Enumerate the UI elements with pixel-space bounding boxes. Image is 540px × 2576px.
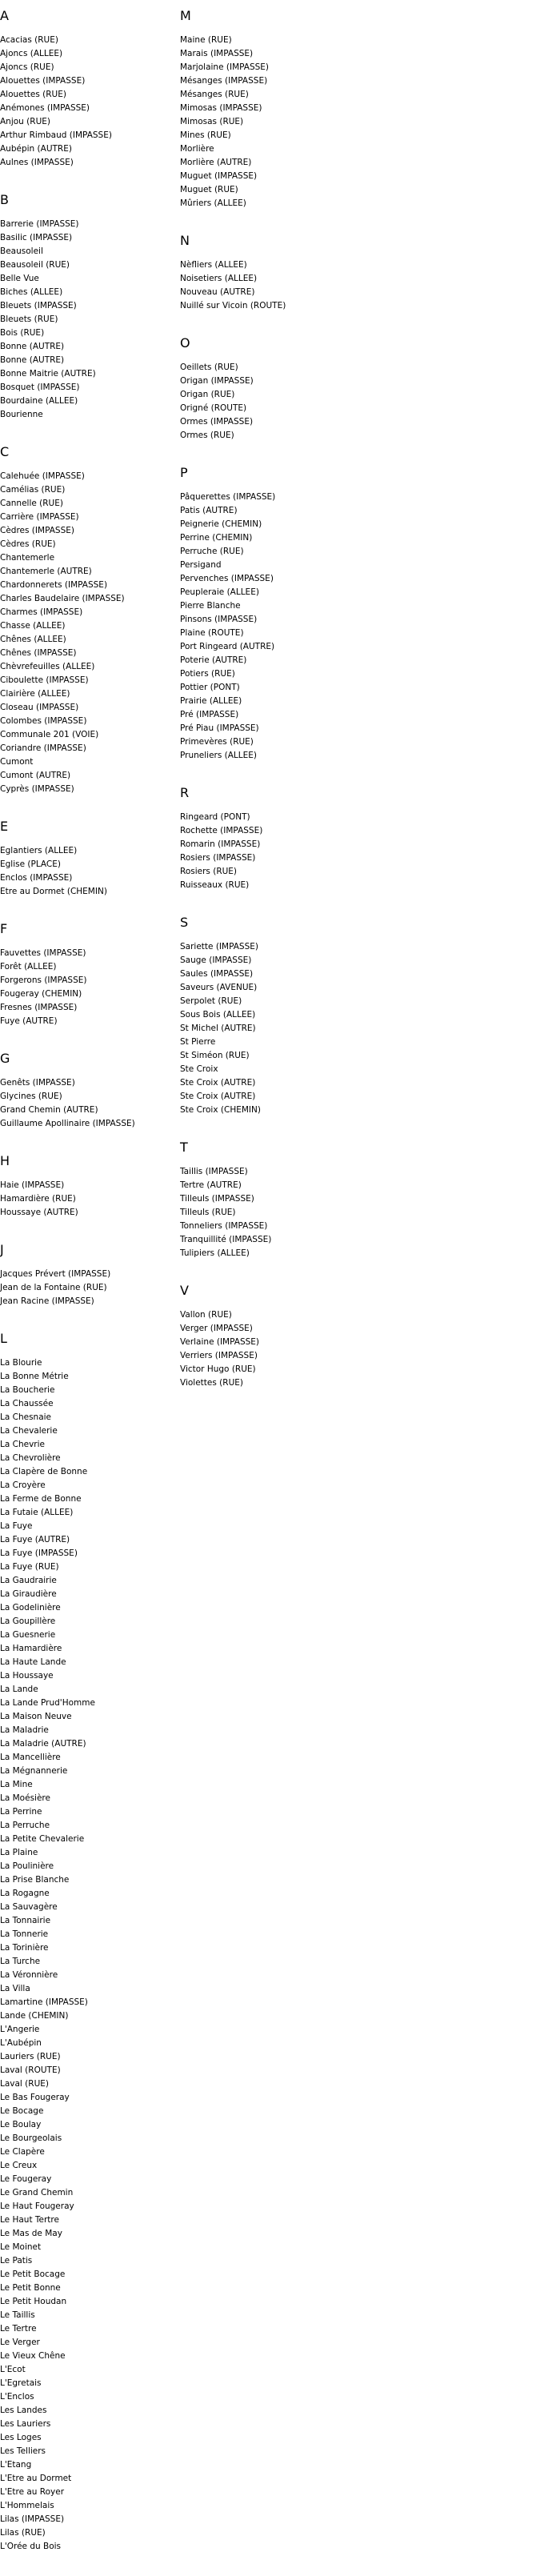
letter-section	[0, 1153, 172, 1220]
street-entry: Eglise (PLACE)	[0, 859, 61, 869]
street-entry: Poterie (AUTRE)	[180, 655, 247, 665]
street-entry: Hamardière (RUE)	[0, 1194, 76, 1204]
street-entry: Ste Croix (AUTRE)	[180, 1078, 256, 1088]
street-entry: Cannelle (RUE)	[0, 499, 63, 508]
street-entry: Le Grand Chemin	[0, 2188, 74, 2197]
letter-heading: M	[180, 8, 191, 23]
street-entry: Violettes (RUE)	[180, 1378, 243, 1388]
street-entry: Verriers (IMPASSE)	[180, 1351, 258, 1360]
street-entry: Le Boulay	[0, 2120, 42, 2129]
street-entry: Le Verger	[0, 2338, 40, 2347]
street-entry: La Fuye (AUTRE)	[0, 1535, 70, 1544]
right-column	[180, 8, 352, 1412]
street-entry: Bonne Maitrie (AUTRE)	[0, 369, 96, 379]
street-entry: Lilas (RUE)	[0, 2528, 46, 2538]
street-entry: La Croyère	[0, 1480, 46, 1490]
street-entry: Origan (IMPASSE)	[180, 376, 254, 386]
street-entry: Fuye (AUTRE)	[0, 1016, 58, 1026]
street-entry: Romarin (IMPASSE)	[180, 839, 261, 849]
street-entry: Cumont (AUTRE)	[0, 771, 71, 780]
street-entry: Les Landes	[0, 2406, 47, 2415]
street-entry: Le Haut Fougeray	[0, 2201, 74, 2211]
street-entry: La Chevalerie	[0, 1426, 58, 1436]
street-entry: Lauriers (RUE)	[0, 2052, 61, 2061]
letter-heading: P	[180, 465, 188, 480]
letter-heading: S	[180, 915, 189, 930]
street-entry: Laval (RUE)	[0, 2079, 49, 2089]
street-entry: Bourienne	[0, 410, 43, 419]
street-entry: Le Mas de May	[0, 2229, 62, 2238]
street-entry: Glycines (RUE)	[0, 1092, 62, 1101]
street-entry: La Giraudière	[0, 1589, 57, 1599]
street-entry: Muguet (RUE)	[180, 185, 238, 194]
street-entry: Chantemerle (AUTRE)	[0, 567, 92, 576]
street-entry: Sous Bois (ALLEE)	[180, 1010, 256, 1020]
street-entry: Nèfliers (ALLEE)	[180, 260, 247, 270]
street-entry: La Chevrie	[0, 1440, 45, 1449]
street-entry: Verger (IMPASSE)	[180, 1324, 253, 1333]
letter-heading: L	[0, 1331, 7, 1346]
letter-section	[180, 335, 352, 443]
street-entry: Genêts (IMPASSE)	[0, 1078, 75, 1088]
street-entry: Potiers (RUE)	[180, 669, 235, 679]
street-entry: Pinsons (IMPASSE)	[180, 615, 258, 624]
street-entry: Saules (IMPASSE)	[180, 969, 254, 979]
street-entry: La Maladrie (AUTRE)	[0, 1739, 86, 1749]
street-entry: Cèdres (IMPASSE)	[0, 526, 74, 535]
letter-section	[180, 8, 352, 210]
street-entry: Bleuets (IMPASSE)	[0, 301, 77, 310]
street-entry: Pâquerettes (IMPASSE)	[180, 492, 276, 502]
street-list	[0, 218, 172, 422]
street-entry: Forgerons (IMPASSE)	[0, 976, 87, 985]
street-entry: Barrerie (IMPASSE)	[0, 219, 79, 229]
street-entry: La Clapère de Bonne	[0, 1467, 88, 1476]
street-entry: Bonne (AUTRE)	[0, 355, 65, 365]
street-entry: La Goupillère	[0, 1617, 56, 1626]
street-entry: Pré Piau (IMPASSE)	[180, 723, 259, 733]
street-entry: Rosiers (RUE)	[180, 867, 238, 876]
street-entry: Basilic (IMPASSE)	[0, 233, 73, 242]
left-column	[0, 8, 172, 2576]
street-entry: L'Etre au Dormet	[0, 2474, 72, 2483]
street-entry: Aubépin (AUTRE)	[0, 144, 72, 154]
street-entry: Ajoncs (RUE)	[0, 62, 54, 72]
letter-heading: T	[180, 1140, 188, 1155]
street-list	[180, 811, 352, 892]
street-entry: Muguet (IMPASSE)	[180, 171, 258, 181]
letter-heading: G	[0, 1051, 10, 1066]
street-entry: Chênes (ALLEE)	[0, 635, 66, 644]
street-entry: La Moésière	[0, 1793, 50, 1803]
street-entry: Peupleraie (ALLEE)	[180, 587, 259, 597]
street-entry: Acacias (RUE)	[0, 35, 58, 45]
street-entry: La Tonnairie	[0, 1916, 51, 1925]
letter-section	[0, 8, 172, 170]
street-entry: Perrine (CHEMIN)	[180, 533, 253, 543]
street-entry: Mûriers (ALLEE)	[180, 198, 246, 208]
street-entry: Tranquillité (IMPASSE)	[180, 1235, 272, 1244]
street-entry: St Siméon (RUE)	[180, 1051, 250, 1060]
letter-heading: O	[180, 335, 190, 351]
street-list	[180, 1308, 352, 1390]
street-entry: Coriandre (IMPASSE)	[0, 743, 86, 753]
street-entry: Le Bas Fougeray	[0, 2093, 70, 2102]
street-entry: Le Taillis	[0, 2310, 35, 2320]
street-entry: Le Moinet	[0, 2242, 42, 2252]
letter-heading: N	[180, 233, 190, 248]
street-entry: Pruneliers (ALLEE)	[180, 751, 257, 760]
letter-heading: F	[0, 921, 8, 936]
street-entry: La Poulinière	[0, 1861, 54, 1871]
street-entry: Anjou (RUE)	[0, 117, 50, 126]
street-entry: Jean de la Fontaine (RUE)	[0, 1283, 107, 1292]
street-entry: Pervenches (IMPASSE)	[180, 574, 274, 583]
street-entry: Beausoleil	[0, 246, 43, 256]
street-list	[0, 470, 172, 796]
street-entry: La Tonnerie	[0, 1929, 49, 1939]
street-entry: Le Petit Bonne	[0, 2283, 61, 2293]
street-entry: Tertre (AUTRE)	[180, 1180, 242, 1190]
street-entry: Rochette (IMPASSE)	[180, 826, 263, 835]
street-entry: L'Orée du Bois	[0, 2542, 62, 2551]
street-entry: Jacques Prévert (IMPASSE)	[0, 1269, 111, 1279]
street-entry: Tilleuls (RUE)	[180, 1208, 236, 1217]
street-entry: Origan (RUE)	[180, 390, 235, 399]
street-entry: Fauvettes (IMPASSE)	[0, 948, 86, 958]
street-entry: La Maison Neuve	[0, 1712, 72, 1721]
street-entry: Tilleuls (IMPASSE)	[180, 1194, 254, 1204]
street-entry: Oeillets (RUE)	[180, 363, 238, 372]
street-list	[180, 1165, 352, 1260]
street-entry: Le Patis	[0, 2256, 33, 2266]
street-entry: Closeau (IMPASSE)	[0, 703, 79, 712]
street-entry: Grand Chemin (AUTRE)	[0, 1105, 98, 1115]
street-entry: Ste Croix	[180, 1064, 218, 1074]
street-entry: Perruche (RUE)	[180, 547, 244, 556]
street-entry: Lande (CHEMIN)	[0, 2011, 69, 2021]
street-entry: Saveurs (AVENUE)	[180, 983, 258, 992]
street-entry: Ste Croix (AUTRE)	[180, 1092, 256, 1101]
street-entry: La Futaie (ALLEE)	[0, 1508, 74, 1517]
letter-heading: R	[180, 785, 190, 800]
street-entry: Ruisseaux (RUE)	[180, 880, 250, 890]
street-list	[180, 940, 352, 1117]
street-entry: Ormes (RUE)	[180, 431, 234, 440]
street-entry: Bois (RUE)	[0, 328, 45, 338]
letter-section	[180, 1283, 352, 1390]
street-entry: La Mine	[0, 1780, 33, 1789]
street-entry: Bleuets (RUE)	[0, 314, 58, 324]
street-entry: Beausoleil (RUE)	[0, 260, 70, 270]
letter-heading: E	[0, 819, 9, 834]
street-entry: La Gaudrairie	[0, 1576, 57, 1585]
street-entry: Patis (AUTRE)	[180, 506, 238, 515]
street-entry: Ormes (IMPASSE)	[180, 417, 254, 427]
street-entry: La Plaine	[0, 1848, 38, 1857]
street-entry: L'Etre au Royer	[0, 2487, 65, 2497]
street-entry: St Pierre	[180, 1037, 216, 1047]
street-entry: Prairie (ALLEE)	[180, 696, 242, 706]
letter-heading: H	[0, 1153, 10, 1168]
letter-section	[0, 1051, 172, 1131]
street-entry: Ringeard (PONT)	[180, 812, 250, 822]
street-entry: L'Egretais	[0, 2378, 42, 2388]
street-list	[0, 1268, 172, 1308]
street-entry: Marais (IMPASSE)	[180, 49, 254, 58]
street-entry: Serpolet (RUE)	[180, 996, 242, 1006]
street-entry: La Guesnerie	[0, 1630, 56, 1640]
street-entry: Carrière (IMPASSE)	[0, 512, 79, 522]
street-entry: L'Etang	[0, 2460, 32, 2470]
street-entry: Belle Vue	[0, 274, 39, 283]
street-entry: La Maladrie	[0, 1725, 49, 1735]
street-entry: Houssaye (AUTRE)	[0, 1208, 78, 1217]
letter-heading: J	[0, 1242, 4, 1257]
street-entry: La Véronnière	[0, 1970, 58, 1980]
street-entry: Bourdaine (ALLEE)	[0, 396, 78, 406]
street-entry: Guillaume Apollinaire (IMPASSE)	[0, 1119, 135, 1128]
street-entry: Le Petit Bocage	[0, 2270, 66, 2279]
street-entry: Chèvrefeuilles (ALLEE)	[0, 662, 95, 671]
street-entry: La Torinière	[0, 1943, 49, 1953]
street-entry: La Sauvagère	[0, 1902, 58, 1912]
street-entry: Ajoncs (ALLEE)	[0, 49, 63, 58]
street-entry: Chantemerle	[0, 553, 55, 563]
street-entry: Persigand	[180, 560, 222, 570]
street-entry: La Godelinière	[0, 1603, 61, 1613]
street-entry: Fresnes (IMPASSE)	[0, 1003, 78, 1012]
street-entry: Le Petit Houdan	[0, 2297, 67, 2306]
street-entry: L'Ecot	[0, 2365, 26, 2374]
street-entry: Mines (RUE)	[180, 130, 231, 140]
letter-section	[180, 915, 352, 1117]
street-entry: Victor Hugo (RUE)	[180, 1364, 256, 1374]
street-entry: Chasse (ALLEE)	[0, 621, 66, 631]
street-entry: Le Vieux Chêne	[0, 2351, 66, 2361]
street-entry: Lilas (IMPASSE)	[0, 2514, 65, 2524]
street-entry: La Chevrolière	[0, 1453, 61, 1463]
street-entry: La Mancellière	[0, 1753, 61, 1762]
street-entry: La Ferme de Bonne	[0, 1494, 82, 1504]
street-entry: Arthur Rimbaud (IMPASSE)	[0, 130, 112, 140]
street-entry: Ste Croix (CHEMIN)	[180, 1105, 261, 1115]
street-entry: Cèdres (RUE)	[0, 539, 56, 549]
street-entry: Calehuée (IMPASSE)	[0, 471, 85, 481]
street-entry: La Petite Chevalerie	[0, 1834, 85, 1844]
street-entry: Mésanges (RUE)	[180, 90, 249, 99]
street-entry: Mésanges (IMPASSE)	[180, 76, 268, 86]
letter-section	[180, 465, 352, 763]
street-entry: Cyprès (IMPASSE)	[0, 784, 74, 794]
street-entry: Anémones (IMPASSE)	[0, 103, 90, 113]
letter-heading: C	[0, 444, 10, 459]
street-entry: La Perrine	[0, 1807, 42, 1817]
street-entry: La Bonne Métrie	[0, 1372, 69, 1381]
letter-section	[0, 921, 172, 1028]
street-entry: La Haute Lande	[0, 1657, 66, 1667]
street-entry: Cumont	[0, 757, 34, 767]
street-entry: Nouveau (AUTRE)	[180, 287, 255, 297]
street-entry: Tulipiers (ALLEE)	[180, 1248, 250, 1258]
letter-heading: V	[180, 1283, 189, 1298]
street-list	[180, 361, 352, 443]
street-entry: L'Hommelais	[0, 2501, 54, 2510]
letter-section	[0, 1242, 172, 1308]
street-entry: Eglantiers (ALLEE)	[0, 846, 78, 855]
letter-section	[180, 233, 352, 313]
street-entry: Pré (IMPASSE)	[180, 710, 239, 719]
street-entry: La Boucherie	[0, 1385, 55, 1395]
street-entry: Mimosas (IMPASSE)	[180, 103, 262, 113]
street-entry: Noisetiers (ALLEE)	[180, 274, 258, 283]
street-entry: Sauge (IMPASSE)	[180, 955, 252, 965]
street-entry: La Prise Blanche	[0, 1875, 70, 1885]
street-entry: La Lande	[0, 1685, 38, 1694]
street-entry: Etre au Dormet (CHEMIN)	[0, 887, 107, 896]
street-entry: La Chaussée	[0, 1399, 54, 1408]
street-entry: Maine (RUE)	[180, 35, 232, 45]
street-entry: La Fuye (IMPASSE)	[0, 1548, 78, 1558]
street-entry: Vallon (RUE)	[180, 1310, 232, 1320]
street-entry: Marjolaine (IMPASSE)	[180, 62, 270, 72]
street-entry: Clairière (ALLEE)	[0, 689, 70, 699]
street-entry: Bonne (AUTRE)	[0, 342, 65, 351]
street-entry: Sariette (IMPASSE)	[180, 942, 258, 951]
street-entry: L'Angerie	[0, 2025, 40, 2034]
street-entry: La Lande Prud'Homme	[0, 1698, 95, 1708]
street-entry: Les Loges	[0, 2433, 42, 2442]
street-entry: Communale 201 (VOIE)	[0, 730, 99, 739]
street-entry: Morlière	[180, 144, 214, 154]
street-entry: Le Clapère	[0, 2147, 45, 2157]
street-entry: Pottier (PONT)	[180, 683, 240, 692]
street-list	[0, 947, 172, 1028]
street-entry: Plaine (ROUTE)	[180, 628, 244, 638]
street-list	[0, 1076, 172, 1131]
street-entry: La Mégnannerie	[0, 1766, 68, 1776]
street-entry: Taillis (IMPASSE)	[180, 1167, 248, 1176]
street-entry: La Fuye	[0, 1521, 33, 1531]
street-entry: Biches (ALLEE)	[0, 287, 63, 297]
street-entry: Pierre Blanche	[180, 601, 241, 611]
street-entry: St Michel (AUTRE)	[180, 1024, 256, 1033]
street-list	[180, 34, 352, 210]
letter-heading: B	[0, 192, 9, 207]
street-entry: Forêt (ALLEE)	[0, 962, 57, 972]
street-entry: Le Tertre	[0, 2324, 37, 2334]
street-entry: Ciboulette (IMPASSE)	[0, 675, 89, 685]
street-entry: La Hamardière	[0, 1644, 62, 1653]
street-entry: La Chesnaie	[0, 1412, 52, 1422]
street-entry: Les Lauriers	[0, 2419, 51, 2429]
street-list	[0, 844, 172, 899]
street-entry: Verlaine (IMPASSE)	[180, 1337, 260, 1347]
street-entry: Mimosas (RUE)	[180, 117, 244, 126]
street-entry: Charmes (IMPASSE)	[0, 607, 83, 617]
street-entry: Rosiers (IMPASSE)	[180, 853, 256, 863]
street-entry: Alouettes (IMPASSE)	[0, 76, 86, 86]
street-entry: Morlière (AUTRE)	[180, 158, 252, 167]
letter-section	[0, 192, 172, 422]
letter-section	[180, 785, 352, 892]
street-entry: La Rogagne	[0, 1889, 50, 1898]
street-entry: Chênes (IMPASSE)	[0, 648, 77, 658]
street-entry: La Houssaye	[0, 1671, 54, 1681]
street-entry: Aulnes (IMPASSE)	[0, 158, 74, 167]
street-list	[180, 258, 352, 313]
street-entry: Port Ringeard (AUTRE)	[180, 642, 275, 651]
street-list	[0, 1179, 172, 1220]
street-list	[0, 34, 172, 170]
street-list	[180, 491, 352, 763]
street-entry: Fougeray (CHEMIN)	[0, 989, 82, 999]
street-entry: Enclos (IMPASSE)	[0, 873, 73, 883]
street-entry: Le Haut Tertre	[0, 2215, 59, 2225]
street-entry: La Fuye (RUE)	[0, 1562, 59, 1572]
letter-section	[0, 819, 172, 899]
street-entry: Camélias (RUE)	[0, 485, 66, 495]
street-entry: Alouettes (RUE)	[0, 90, 66, 99]
street-entry: L'Enclos	[0, 2392, 34, 2402]
street-entry: Laval (ROUTE)	[0, 2065, 61, 2075]
letter-section	[180, 1140, 352, 1260]
street-entry: Colombes (IMPASSE)	[0, 716, 87, 726]
street-entry: La Turche	[0, 1957, 41, 1966]
street-entry: La Perruche	[0, 1821, 50, 1830]
letter-section	[0, 1331, 172, 2554]
street-entry: La Blourie	[0, 1358, 42, 1368]
street-entry: Le Fougeray	[0, 2174, 52, 2184]
street-entry: La Villa	[0, 1984, 30, 1993]
street-entry: Tonneliers (IMPASSE)	[180, 1221, 268, 1231]
letter-section	[0, 444, 172, 796]
street-entry: Le Bocage	[0, 2106, 44, 2116]
street-entry: Origné (ROUTE)	[180, 403, 247, 413]
street-entry: Le Bourgeolais	[0, 2133, 62, 2143]
street-entry: Jean Racine (IMPASSE)	[0, 1296, 94, 1306]
street-entry: Lamartine (IMPASSE)	[0, 1997, 88, 2007]
street-entry: Primevères (RUE)	[180, 737, 254, 747]
street-entry: Haie (IMPASSE)	[0, 1180, 65, 1190]
street-entry: Chardonnerets (IMPASSE)	[0, 580, 108, 590]
street-entry: Bosquet (IMPASSE)	[0, 383, 80, 392]
street-entry: L'Aubépin	[0, 2038, 42, 2048]
street-entry: Nuillé sur Vicoin (ROUTE)	[180, 301, 286, 310]
street-list	[0, 1356, 172, 2554]
street-entry: Peignerie (CHEMIN)	[180, 519, 262, 529]
street-entry: Charles Baudelaire (IMPASSE)	[0, 594, 125, 603]
street-entry: Le Creux	[0, 2161, 38, 2170]
street-entry: Les Telliers	[0, 2446, 46, 2456]
letter-heading: A	[0, 8, 9, 23]
